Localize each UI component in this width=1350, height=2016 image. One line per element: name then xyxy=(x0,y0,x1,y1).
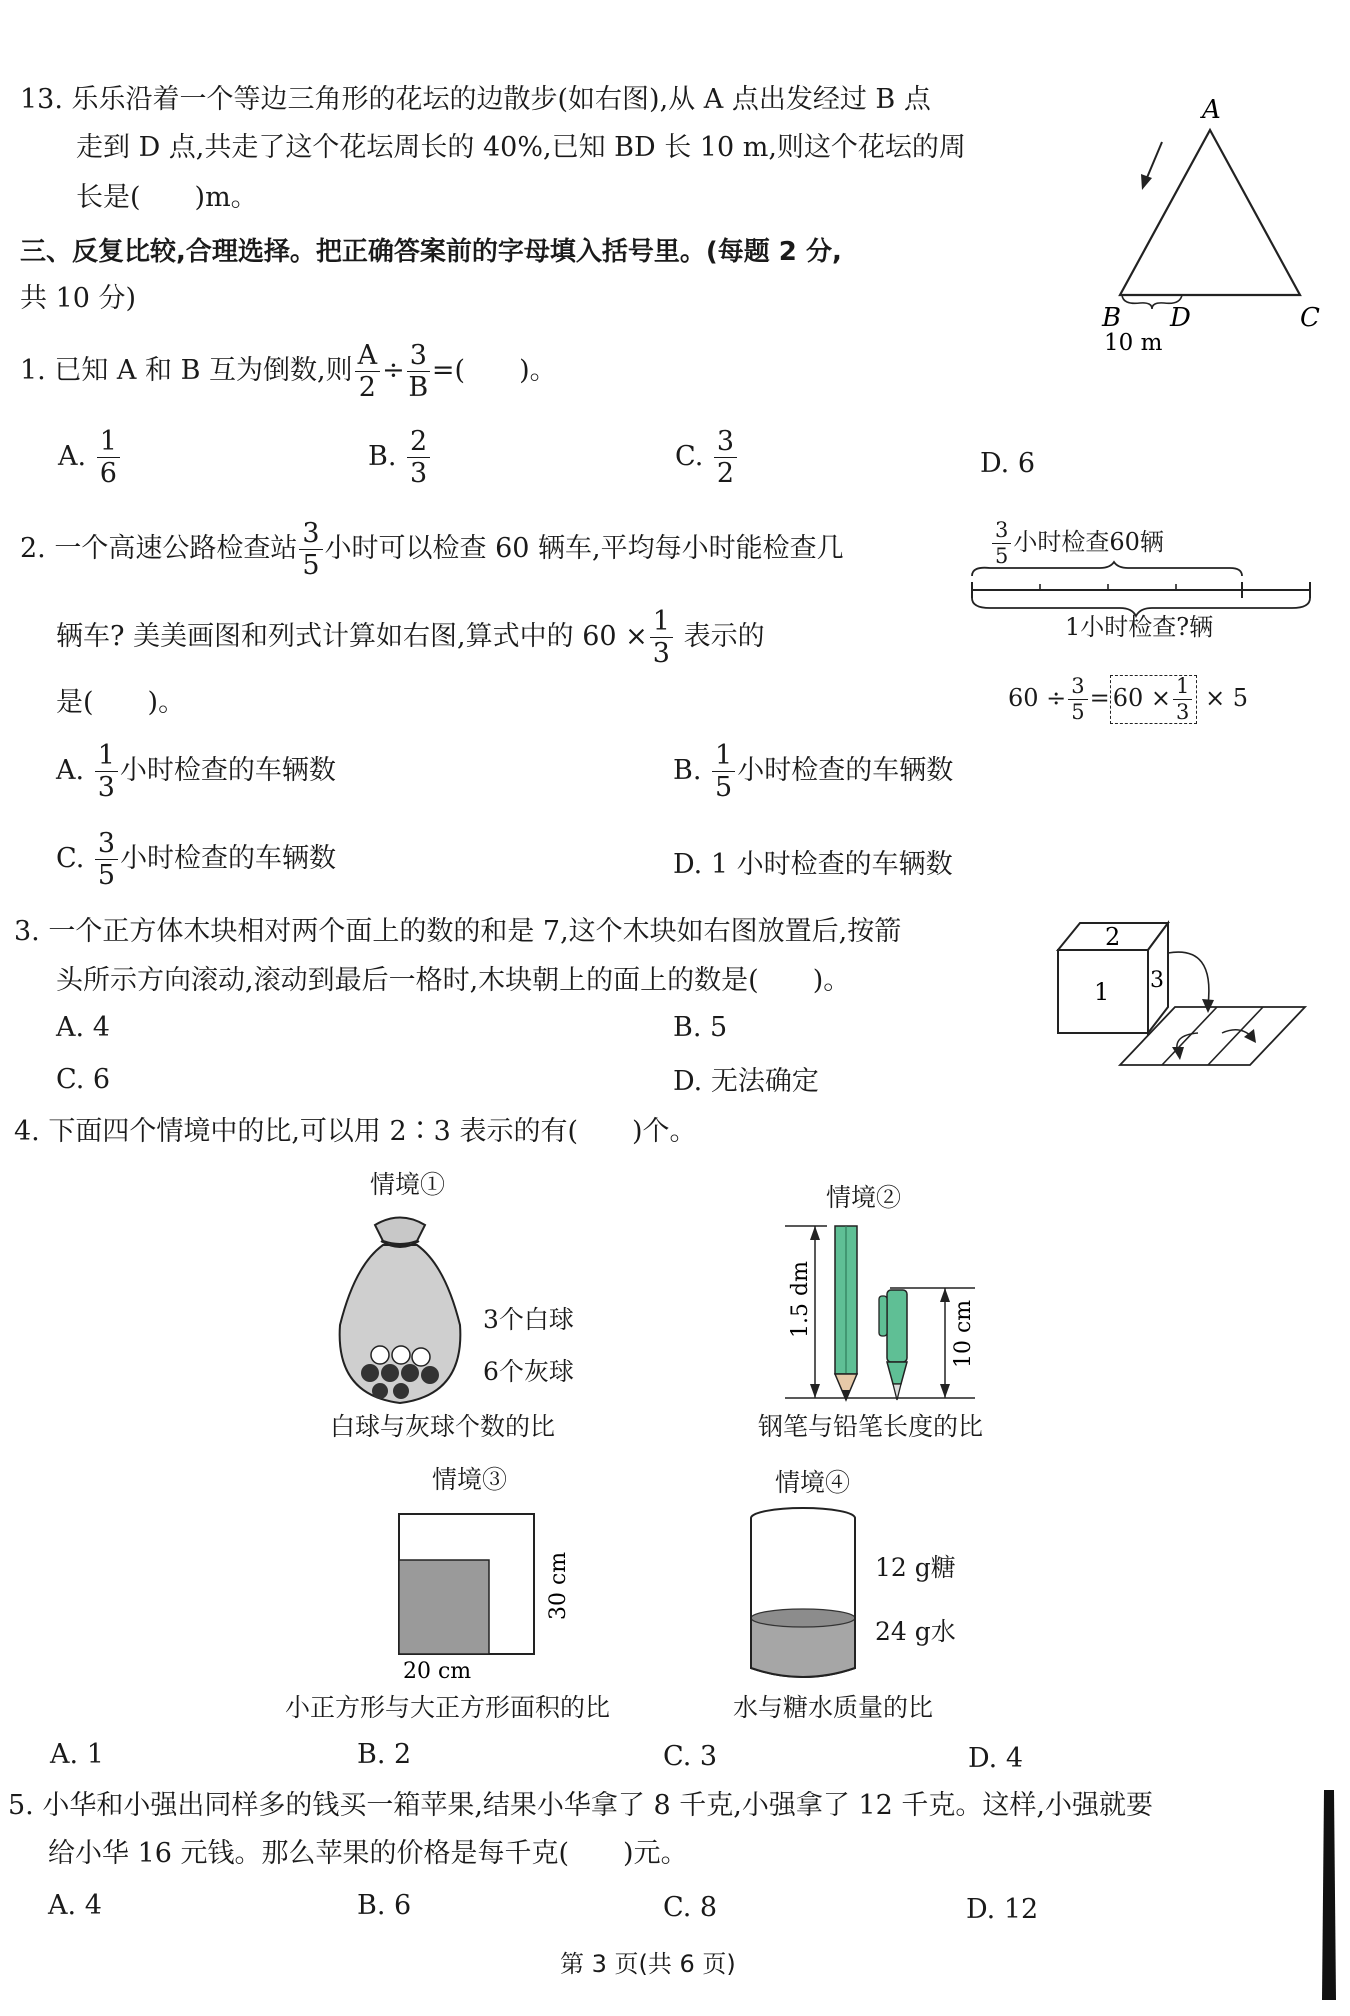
option-fraction xyxy=(407,428,430,487)
equation-part: 60 ÷ xyxy=(1008,684,1067,712)
q2-fig-equation xyxy=(1008,675,1248,724)
fraction-num: 1 xyxy=(95,742,118,772)
option-letter: A. xyxy=(50,1739,79,1770)
q2-line2 xyxy=(56,608,765,667)
option-text: 6 xyxy=(1017,448,1036,479)
option-letter: A. xyxy=(56,755,85,786)
q2-option-a[interactable] xyxy=(56,742,336,801)
vertex-a-label: A xyxy=(1202,95,1221,125)
fraction-den: 3 xyxy=(97,772,115,803)
q3-option-b[interactable] xyxy=(673,1012,727,1044)
large-square-side-label: 30 cm xyxy=(546,1551,571,1620)
option-letter: B. xyxy=(357,1890,386,1921)
option-text: 3 xyxy=(699,1741,718,1772)
q2-fraction xyxy=(650,608,673,667)
fraction-num: 3 xyxy=(1068,676,1087,700)
equation-dashed-box xyxy=(1110,675,1198,724)
q2-text: 辆车? 美美画图和列式计算如右图,算式中的 60 × xyxy=(56,621,648,652)
scenario1-title: 情境① xyxy=(370,1170,446,1199)
option-letter: C. xyxy=(663,1741,692,1772)
fraction-den: 6 xyxy=(99,458,117,489)
q1-option-c[interactable] xyxy=(675,428,739,487)
option-letter: B. xyxy=(357,1739,386,1770)
option-letter: A. xyxy=(56,1012,85,1043)
fraction-den: 5 xyxy=(715,772,733,803)
q1-stem-text: 1. 已知 A 和 B 互为倒数,则 xyxy=(20,355,353,386)
fraction-den: 3 xyxy=(652,638,670,669)
option-text: 小时检查的车辆数 xyxy=(120,843,337,874)
option-text: 6 xyxy=(92,1064,111,1095)
q2-text: 小时可以检查 60 辆车,平均每小时能检查几 xyxy=(324,533,844,564)
scenario3-caption: 小正方形与大正方形面积的比 xyxy=(285,1693,611,1722)
q4-option-c[interactable] xyxy=(663,1741,717,1773)
q4-option-b[interactable] xyxy=(357,1739,411,1771)
q2-fraction xyxy=(299,520,322,579)
q1-option-b[interactable] xyxy=(368,428,432,487)
vertex-c-label: C xyxy=(1300,303,1320,333)
q4-option-d[interactable] xyxy=(968,1743,1023,1775)
bd-length-label: 10 m xyxy=(1104,330,1163,356)
q13-line1: 13. 乐乐沿着一个等边三角形的花坛的边散步(如右图),从 A 点出发经过 B 点 xyxy=(20,84,931,115)
scenario2-caption: 钢笔与铅笔长度的比 xyxy=(758,1412,984,1441)
option-letter: B. xyxy=(673,755,702,786)
q5-option-d[interactable] xyxy=(966,1894,1038,1926)
option-text: 小时检查的车辆数 xyxy=(119,755,336,786)
cube-front-number: 1 xyxy=(1094,978,1110,1006)
option-text: 1 小时检查的车辆数 xyxy=(710,849,953,880)
q1-frac1-num: A xyxy=(355,342,381,372)
option-letter: A. xyxy=(48,1890,77,1921)
page-number-footer: 第 3 页(共 6 页) xyxy=(560,1950,736,1978)
cube-side-number: 3 xyxy=(1150,968,1164,993)
fraction-num: 1 xyxy=(1173,676,1192,700)
water-mass-label: 24 g水 xyxy=(875,1617,956,1646)
squares-figure xyxy=(395,1510,575,1680)
fraction-den: 5 xyxy=(302,550,320,581)
fraction-num: 1 xyxy=(650,608,673,638)
option-letter: D. xyxy=(966,1894,996,1925)
option-text: 8 xyxy=(699,1892,718,1923)
equation-fraction xyxy=(1173,676,1192,723)
option-letter: B. xyxy=(673,1012,702,1043)
q1-frac2-den: B xyxy=(408,372,429,403)
q1-divide-sign: ÷ xyxy=(382,355,405,386)
q5-option-c[interactable] xyxy=(663,1892,717,1924)
option-fraction xyxy=(97,428,120,487)
fraction-num: 3 xyxy=(992,520,1011,544)
equation-fraction xyxy=(1068,676,1087,723)
q1-stem xyxy=(20,342,557,401)
fraction-num: 3 xyxy=(299,520,322,550)
q4-line1: 4. 下面四个情境中的比,可以用 2∶3 表示的有( )个。 xyxy=(14,1116,697,1147)
q2-line3: 是( )。 xyxy=(56,687,186,718)
ball-bag-figure xyxy=(335,1205,465,1410)
q13-line3: 长是( )m。 xyxy=(76,182,258,213)
scan-edge-mark xyxy=(1312,1790,1342,2010)
q1-option-a[interactable] xyxy=(58,428,122,487)
q1-option-d[interactable] xyxy=(980,448,1035,480)
fraction-den: 3 xyxy=(410,458,428,489)
equation-part: 60 × xyxy=(1112,684,1172,712)
pencil-length-label: 1.5 dm xyxy=(788,1261,813,1338)
q1-frac1-den: 2 xyxy=(358,372,376,403)
pen-length-label: 10 cm xyxy=(951,1299,976,1368)
scenario2-title: 情境② xyxy=(826,1183,902,1212)
q2-option-d[interactable] xyxy=(673,849,953,881)
q2-text: 2. 一个高速公路检查站 xyxy=(20,533,298,564)
fraction-num: 1 xyxy=(97,428,120,458)
q2-option-b[interactable] xyxy=(673,742,953,801)
white-ball-count: 3个白球 xyxy=(483,1305,574,1334)
q3-option-a[interactable] xyxy=(56,1012,110,1044)
option-fraction xyxy=(712,742,735,801)
option-text: 小时检查的车辆数 xyxy=(737,755,954,786)
option-fraction xyxy=(95,830,118,889)
fraction-num: 2 xyxy=(407,428,430,458)
q1-frac2-num: 3 xyxy=(407,342,430,372)
option-text: 5 xyxy=(710,1012,728,1043)
fraction-den: 5 xyxy=(97,860,116,891)
q3-option-c[interactable] xyxy=(56,1064,110,1096)
fraction-den: 5 xyxy=(995,544,1009,568)
fraction-num: 3 xyxy=(714,428,737,458)
sugar-water-cup-figure xyxy=(745,1500,865,1685)
q3-line1: 3. 一个正方体木块相对两个面上的数的和是 7,这个木块如右图放置后,按箭 xyxy=(14,916,902,947)
sugar-mass-label: 12 g糖 xyxy=(875,1553,956,1582)
equation-part: × 5 xyxy=(1205,684,1249,712)
point-d-label: D xyxy=(1170,303,1191,333)
scenario3-title: 情境③ xyxy=(432,1465,508,1494)
q5-line1: 5. 小华和小强出同样多的钱买一箱苹果,结果小华拿了 8 千克,小强拿了 12 千克。这样,小强就要 xyxy=(8,1790,1153,1821)
option-text: 2 xyxy=(394,1739,412,1770)
fraction-den: 5 xyxy=(1071,700,1085,724)
option-text: 1 xyxy=(86,1739,104,1770)
option-letter: D. xyxy=(980,448,1010,479)
option-letter: C. xyxy=(663,1892,692,1923)
pen-pencil-figure xyxy=(775,1218,1005,1408)
fraction-den: 3 xyxy=(1176,700,1190,724)
q2-text: 表示的 xyxy=(683,621,765,652)
q2-fig-text: 小时检查60辆 xyxy=(1013,528,1164,556)
equation-part: = xyxy=(1089,684,1110,712)
section3-heading-line2: 共 10 分) xyxy=(20,283,137,314)
scenario4-title: 情境④ xyxy=(775,1468,851,1497)
cube-top-number: 2 xyxy=(1105,923,1121,951)
option-letter: C. xyxy=(675,441,704,472)
option-letter: A. xyxy=(58,441,87,472)
option-letter: C. xyxy=(56,843,85,874)
option-text: 无法确定 xyxy=(710,1066,819,1097)
q3-option-d[interactable] xyxy=(673,1066,819,1098)
option-text: 12 xyxy=(1003,1894,1039,1925)
q4-option-a[interactable] xyxy=(50,1739,104,1771)
q3-line2: 头所示方向滚动,滚动到最后一格时,木块朝上的面上的数是( )。 xyxy=(56,965,851,996)
q2-line1 xyxy=(20,520,844,579)
scenario1-caption: 白球与灰球个数的比 xyxy=(330,1412,556,1441)
option-text: 4 xyxy=(1005,1743,1024,1774)
scenario4-caption: 水与糖水质量的比 xyxy=(733,1693,934,1722)
q2-segment-diagram xyxy=(970,560,1320,620)
option-fraction xyxy=(95,742,118,801)
option-text: 4 xyxy=(84,1890,102,1921)
q1-stem-tail: =( )。 xyxy=(431,355,557,386)
triangle-figure xyxy=(1090,90,1340,360)
fraction-num: 3 xyxy=(95,830,118,860)
option-letter: D. xyxy=(673,849,703,880)
q5-line2: 给小华 16 元钱。那么苹果的价格是每千克( )元。 xyxy=(48,1838,688,1869)
small-square-side-label: 20 cm xyxy=(403,1659,472,1680)
q1-fraction-3-over-b xyxy=(407,342,430,401)
option-letter: D. xyxy=(673,1066,703,1097)
option-fraction xyxy=(714,428,737,487)
fraction-num: 1 xyxy=(712,742,735,772)
q2-option-c[interactable] xyxy=(56,830,336,889)
q5-option-b[interactable] xyxy=(357,1890,411,1922)
gray-ball-count: 6个灰球 xyxy=(483,1357,574,1386)
option-letter: B. xyxy=(368,441,397,472)
option-text: 4 xyxy=(92,1012,110,1043)
fraction-den: 2 xyxy=(716,458,735,489)
q5-option-a[interactable] xyxy=(48,1890,102,1922)
cube-rolling-figure xyxy=(1050,915,1315,1075)
q13-line2: 走到 D 点,共走了这个花坛周长的 40%,已知 BD 长 10 m,则这个花坛的周 xyxy=(76,132,966,163)
section3-heading-line1: 三、反复比较,合理选择。把正确答案前的字母填入括号里。(每题 2 分, xyxy=(20,237,842,267)
vertex-b-label: B xyxy=(1102,303,1122,333)
q1-fraction-a-over-2 xyxy=(355,342,381,401)
option-letter: C. xyxy=(56,1064,85,1095)
option-letter: D. xyxy=(968,1743,998,1774)
option-text: 6 xyxy=(394,1890,412,1921)
q2-fig-bottom-label: 1小时检查?辆 xyxy=(1065,613,1214,641)
